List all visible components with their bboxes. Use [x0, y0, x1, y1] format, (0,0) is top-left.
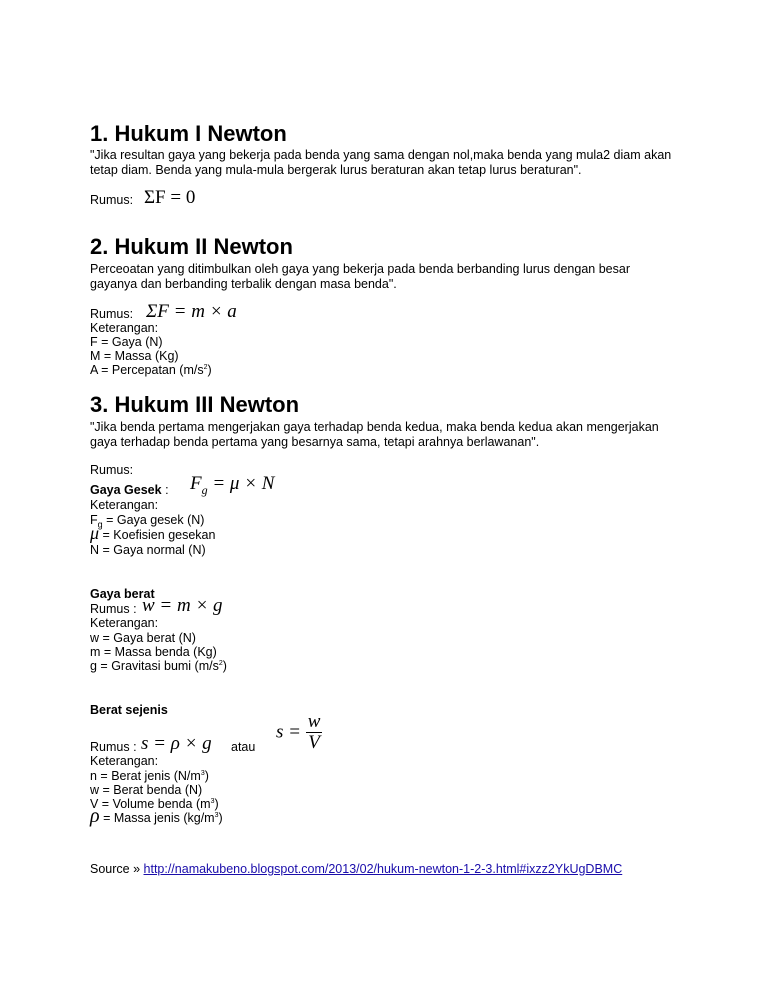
hukum-1-text-line-2: tetap diam. Benda yang mula-mula bergerak lurus beraturan akan tetap lurus beraturan". [90, 163, 582, 177]
gaya-gesek-ket-2: μ = Koefisien gesekan [90, 523, 216, 543]
gaya-gesek-formula: $F_g = \mu \times N$ [190, 473, 275, 497]
berat-sejenis-rumus-label: Rumus : [90, 740, 137, 754]
hukum-2-ket-1: F = Gaya (N) [90, 335, 163, 349]
gaya-berat-formula: w = m × g [142, 595, 223, 616]
hukum-3-rumus-label: Rumus: [90, 463, 134, 477]
berat-sejenis-atau: atau [231, 740, 256, 754]
hukum-2-text-line-1: Perceoatan yang ditimbulkan oleh gaya yang bekerja pada benda berbanding lurus dengan besar [90, 262, 630, 276]
gaya-berat-ket-1: w = Gaya berat (N) [90, 631, 196, 645]
hukum-2-formula: ΣF = m × a [146, 301, 237, 322]
hukum-2-rumus-label: Rumus: [90, 307, 134, 321]
gaya-berat-title: Gaya berat [90, 587, 155, 601]
source-label: Source » [90, 862, 144, 876]
gaya-berat-rumus-label: Rumus : [90, 602, 137, 616]
berat-sejenis-ket-3: V = Volume benda $(m^3)$ [90, 797, 219, 811]
source-line [90, 862, 622, 876]
hukum-2-keterangan: Keterangan: [90, 321, 159, 335]
gaya-berat-keterangan: Keterangan: [90, 616, 159, 630]
heading-hukum-3: 3. Hukum III Newton [90, 392, 300, 417]
berat-sejenis-title: Berat sejenis [90, 703, 168, 717]
berat-sejenis-ket-1: n = Berat jenis $(N/m^3)$ [90, 769, 209, 783]
hukum-2-ket-3: A = Percepatan $(m/s^2)$ [90, 363, 212, 377]
gaya-gesek-ket-1: $F_g$ = Gaya gesek (N) [90, 513, 205, 530]
gaya-gesek-ket-3: N = Gaya normal (N) [90, 543, 206, 557]
heading-hukum-2: 2. Hukum II Newton [90, 234, 293, 259]
gaya-gesek-title: Gaya Gesek : [90, 483, 169, 497]
hukum-3-text-line-2: gaya terhadap benda pertama yang besarnya sama, tetapi arahnya berlawanan". [90, 435, 540, 449]
gaya-gesek-keterangan: Keterangan: [90, 498, 159, 512]
berat-sejenis-keterangan: Keterangan: [90, 754, 159, 768]
hukum-2-text-line-2: gayanya dan berbanding terbalik dengan masa benda". [90, 277, 397, 291]
berat-sejenis-formula: s = ρ × g [141, 733, 212, 754]
gaya-berat-ket-3: g = Gravitasi bumi $(m/s^2)$ [90, 659, 227, 673]
source-link[interactable]: http://namakubeno.blogspot.com/2013/02/hukum-newton-1-2-3.html#ixzz2YkUgDBMC [143, 862, 623, 876]
hukum-3-text-line-1: "Jika benda pertama mengerjakan gaya terhadap benda kedua, maka benda kedua akan mengerjakan [90, 420, 659, 434]
berat-sejenis-fraction-formula: s = $\frac{w}{V}$ [276, 711, 321, 753]
berat-sejenis-ket-2: w = Berat benda (N) [90, 783, 203, 797]
hukum-1-text-line-1: "Jika resultan gaya yang bekerja pada benda yang sama dengan nol,maka benda yang mula2 diam akan [90, 148, 672, 162]
berat-sejenis-ket-4: ρ = Massa jenis $(kg/m^3)$ [90, 805, 223, 827]
hukum-1-formula: ΣF = 0 [144, 187, 196, 208]
hukum-2-ket-2: M = Massa (Kg) [90, 349, 179, 363]
heading-hukum-1: 1. Hukum I Newton [90, 121, 287, 146]
hukum-1-rumus-label: Rumus: [90, 193, 134, 207]
gaya-berat-ket-2: m = Massa benda (Kg) [90, 645, 217, 659]
